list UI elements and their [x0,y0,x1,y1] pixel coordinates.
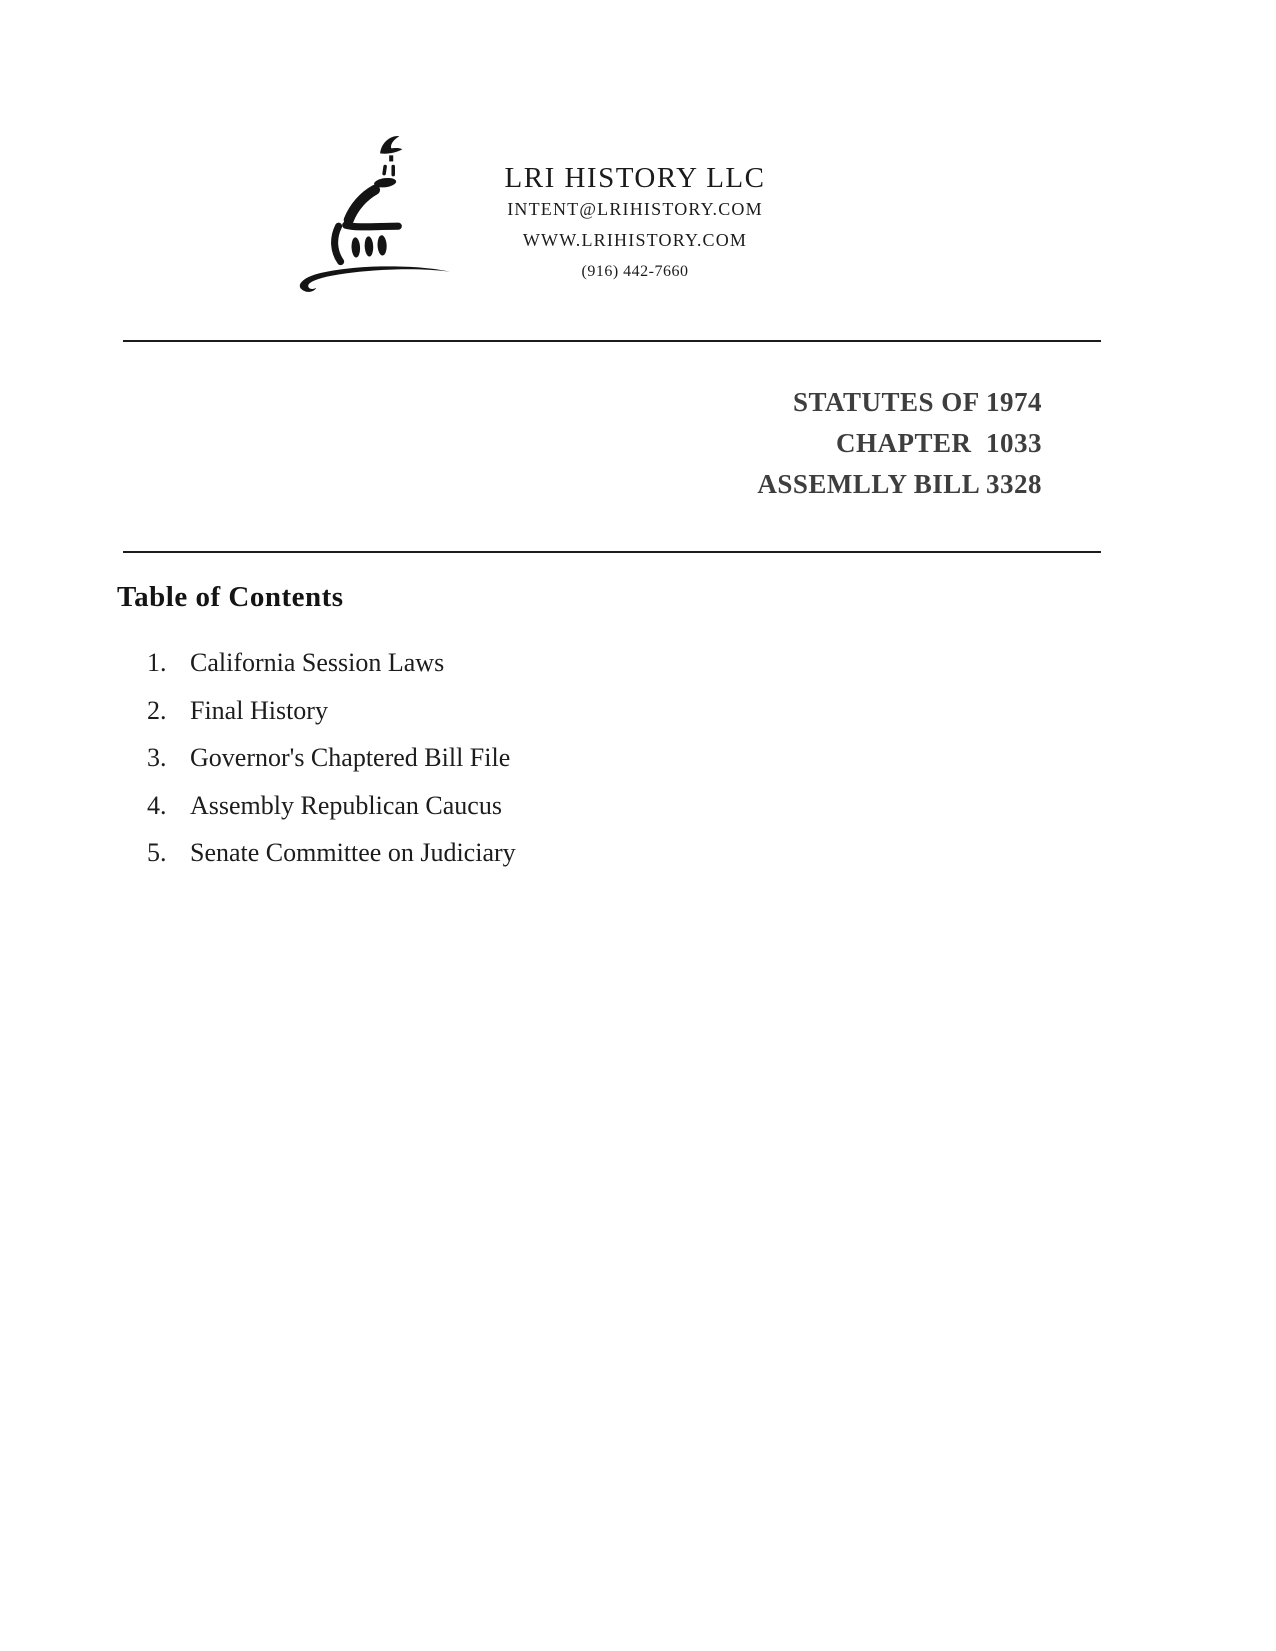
toc-item-number: 1. [147,648,167,677]
toc-item-number: 3. [147,743,167,772]
toc-item-label: Assembly Republican Caucus [190,790,502,820]
divider-top [123,340,1101,342]
statutes-line: STATUTES OF 1974 [792,387,1042,417]
toc-item [147,838,516,869]
toc-item [147,743,516,774]
capitol-dome-logo-icon [288,124,460,296]
toc-list [147,648,516,886]
toc-item-number: 2. [147,695,167,725]
assembly-bill-line: ASSEMLLY BILL 3328 [757,469,1042,499]
company-website: WWW.LRIHISTORY.COM [522,230,748,250]
toc-item-label: Governor's Chaptered Bill File [190,743,511,772]
toc-item [147,791,516,822]
company-name: LRI HISTORY LLC [504,162,766,194]
case-info-block [757,382,1042,505]
company-email: INTENT@LRIHISTORY.COM [507,199,763,219]
chapter-line: CHAPTER 1033 [835,428,1042,458]
toc-item [147,648,516,679]
toc-item-number: 5. [147,838,167,867]
toc-item-label: California Session Laws [190,648,445,677]
toc-item [147,696,516,727]
toc-item-number: 4. [147,790,167,820]
letterhead [445,162,825,288]
toc-item-label: Final History [190,695,328,725]
toc-item-label: Senate Committee on Judiciary [190,838,516,867]
divider-bottom [123,551,1101,553]
toc-heading: Table of Contents [117,581,344,613]
company-phone: (916) 442-7660 [581,263,689,280]
